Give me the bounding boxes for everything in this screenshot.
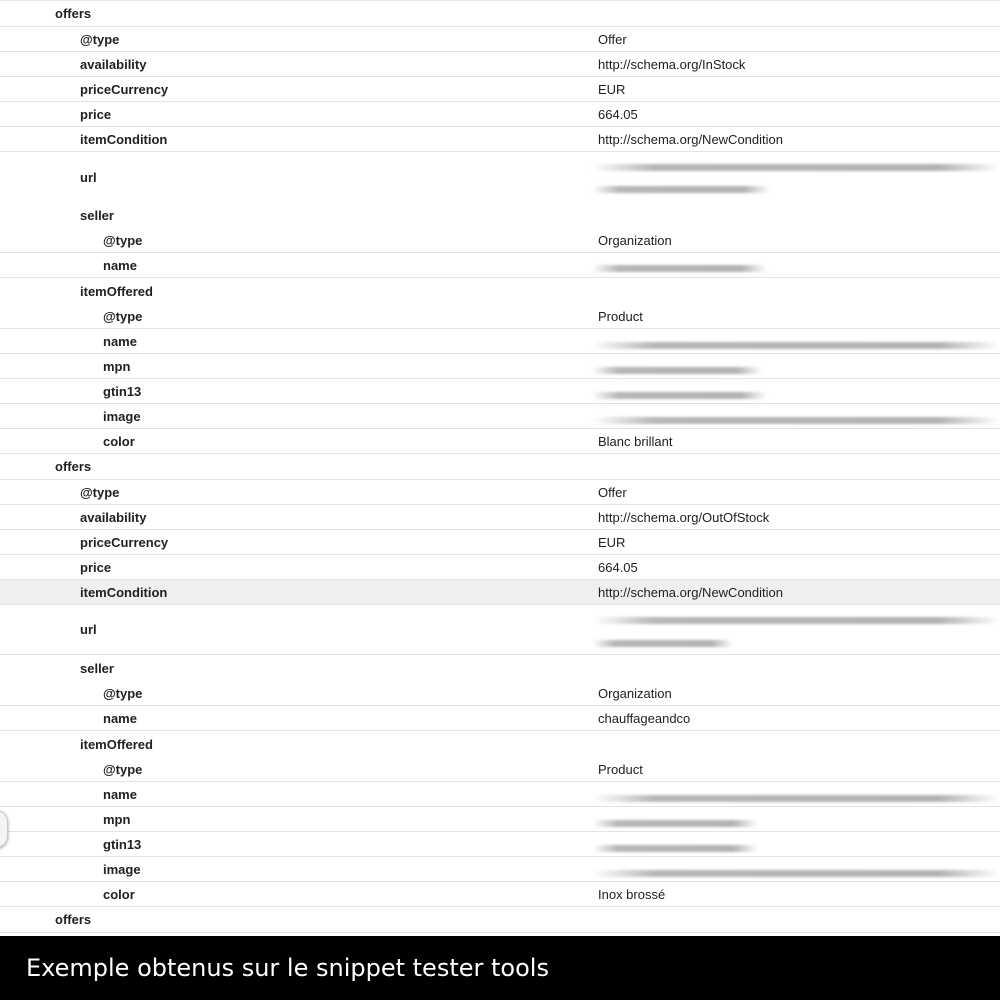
table-row[interactable]	[0, 454, 1000, 480]
table-row[interactable]	[0, 102, 1000, 127]
table-row[interactable]	[0, 429, 1000, 454]
property-name: offers	[55, 459, 92, 474]
table-row[interactable]	[0, 77, 1000, 102]
table-row[interactable]	[0, 152, 1000, 202]
property-name: mpn	[103, 811, 131, 827]
property-name: image	[103, 408, 141, 424]
property-name: color	[103, 433, 135, 449]
property-value: EUR	[598, 81, 626, 97]
property-name: seller	[80, 207, 114, 223]
property-name: availability	[80, 56, 147, 72]
redacted-value	[592, 392, 767, 399]
table-row[interactable]	[0, 52, 1000, 77]
redacted-value	[592, 186, 770, 193]
property-name: name	[103, 786, 137, 802]
property-value: http://schema.org/NewCondition	[598, 131, 783, 147]
property-name: offers	[55, 5, 92, 21]
table-row[interactable]	[0, 127, 1000, 152]
property-name: @type	[103, 761, 143, 777]
property-name: @type	[103, 308, 143, 324]
property-name: name	[103, 257, 137, 273]
table-row[interactable]	[0, 580, 1000, 605]
caption-text: Exemple obtenus sur le snippet tester tools	[26, 954, 549, 982]
property-name: offers	[55, 912, 92, 927]
table-row[interactable]	[0, 0, 1000, 27]
property-name: mpn	[103, 358, 131, 374]
table-row[interactable]	[0, 329, 1000, 354]
table-row[interactable]	[0, 706, 1000, 731]
table-row[interactable]	[0, 480, 1000, 505]
property-name: color	[103, 886, 135, 902]
property-name: itemOffered	[80, 736, 153, 752]
property-value: Offer	[598, 31, 627, 47]
table-row[interactable]	[0, 882, 1000, 907]
redacted-value	[592, 164, 1000, 171]
table-row[interactable]	[0, 228, 1000, 253]
redacted-value	[592, 342, 1000, 349]
property-name: @type	[103, 685, 143, 701]
property-value: Blanc brillant	[598, 433, 673, 449]
property-name: name	[103, 333, 137, 349]
property-name: url	[80, 169, 97, 185]
redacted-value	[593, 795, 1000, 802]
table-row[interactable]	[0, 605, 1000, 655]
property-name: gtin13	[103, 383, 142, 399]
property-name: price	[80, 106, 112, 122]
property-name: priceCurrency	[80, 534, 169, 550]
property-name: price	[80, 559, 112, 575]
caption-bar	[0, 936, 1000, 1000]
table-row[interactable]	[0, 404, 1000, 429]
property-value: 664.05	[598, 106, 638, 122]
table-row[interactable]	[0, 555, 1000, 580]
property-value: Product	[598, 308, 643, 324]
table-row[interactable]	[0, 857, 1000, 882]
table-row[interactable]	[0, 782, 1000, 807]
table-row[interactable]	[0, 832, 1000, 857]
redacted-value	[592, 265, 767, 272]
property-name: image	[103, 861, 141, 877]
property-value: http://schema.org/InStock	[598, 56, 746, 72]
property-value: Organization	[598, 685, 672, 701]
property-name: itemCondition	[80, 131, 168, 147]
table-row[interactable]	[0, 505, 1000, 530]
property-value: chauffageandco	[598, 710, 691, 726]
property-name: priceCurrency	[80, 81, 169, 97]
redacted-value	[593, 870, 1000, 877]
property-value: 664.05	[598, 559, 638, 575]
redacted-value	[593, 640, 733, 647]
property-name: gtin13	[103, 836, 142, 852]
property-value: Inox brossé	[598, 886, 666, 902]
redacted-value	[593, 845, 758, 852]
table-row[interactable]	[0, 530, 1000, 555]
redacted-value	[593, 617, 1000, 624]
property-value: Organization	[598, 232, 672, 248]
table-row[interactable]	[0, 757, 1000, 782]
table-row[interactable]	[0, 655, 1000, 681]
property-name: url	[80, 622, 97, 637]
table-row[interactable]	[0, 681, 1000, 706]
property-name: @type	[80, 31, 120, 47]
property-name: seller	[80, 660, 114, 676]
property-value: Offer	[598, 484, 627, 500]
table-row[interactable]	[0, 27, 1000, 52]
table-row[interactable]	[0, 807, 1000, 832]
property-name: @type	[103, 232, 143, 248]
table-row[interactable]	[0, 253, 1000, 278]
property-value: http://schema.org/NewCondition	[598, 584, 783, 600]
property-name: @type	[80, 484, 120, 500]
property-name: itemCondition	[80, 584, 168, 600]
table-row[interactable]	[0, 278, 1000, 304]
redacted-value	[592, 367, 762, 374]
table-row[interactable]	[0, 379, 1000, 404]
property-value: Product	[598, 761, 643, 777]
table-row[interactable]	[0, 907, 1000, 933]
property-name: availability	[80, 509, 147, 525]
redacted-value	[593, 820, 758, 827]
table-row[interactable]	[0, 731, 1000, 757]
property-value: http://schema.org/OutOfStock	[598, 509, 770, 525]
redacted-value	[592, 417, 1000, 424]
property-name: name	[103, 710, 137, 726]
table-row[interactable]	[0, 202, 1000, 228]
table-row[interactable]	[0, 354, 1000, 379]
property-value: EUR	[598, 534, 626, 550]
property-name: itemOffered	[80, 283, 153, 299]
table-row[interactable]	[0, 304, 1000, 329]
